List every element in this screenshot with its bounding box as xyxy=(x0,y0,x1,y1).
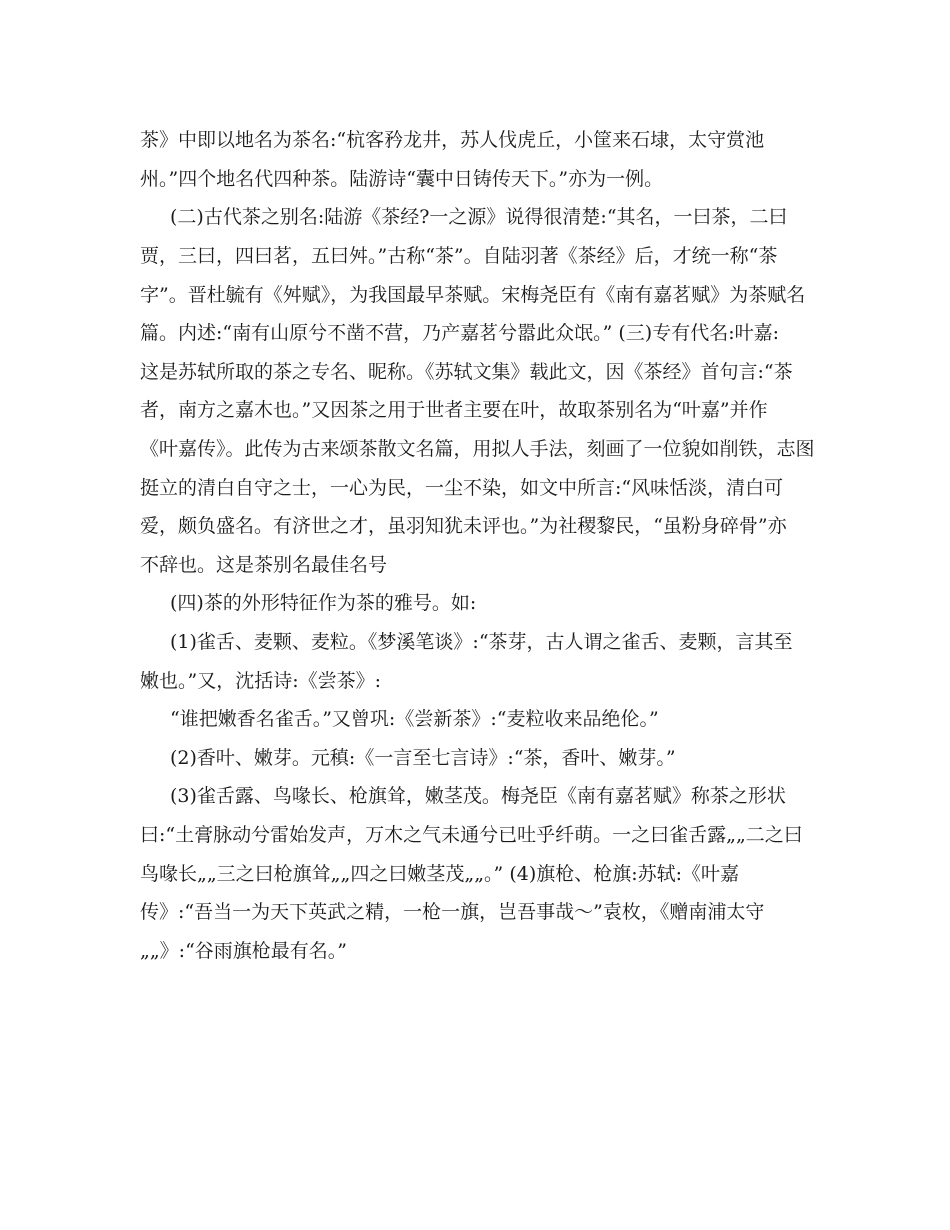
text-line: 者，南方之嘉木也。”又因茶之用于世者主要在叶，故取茶别名为“叶嘉”并作 xyxy=(140,399,768,421)
text-line: 曰:“土膏脉动兮雷始发声，万木之气未通兮已吐乎纤萌。一之曰雀舌露„„二之曰 xyxy=(140,824,803,846)
text-line: 不辞也。这是茶别名最佳名号 xyxy=(140,554,388,576)
text-line: 鸟喙长„„三之曰枪旗耸„„四之曰嫩茎茂„„。” (4)旗枪、枪旗:苏轼:《叶嘉 xyxy=(140,863,740,885)
text-line: 贾，三曰，四曰茗，五曰舛。”古称“茶”。自陆羽著《茶经》后，才统一称“茶 xyxy=(140,245,778,267)
text-line: 挺立的清白自守之士，一心为民，一尘不染，如文中所言:“风味恬淡，清白可 xyxy=(140,477,784,499)
text-line: „„》:“谷雨旗枪最有名。” xyxy=(140,940,348,962)
text-line: 州。”四个地名代四种茶。陆游诗“囊中日铸传天下。”亦为一例。 xyxy=(140,168,664,190)
text-line: “谁把嫩香名雀舌。”又曾巩:《尝新茶》:“麦粒收来品绝伦。” xyxy=(170,708,659,730)
text-line: 这是苏轼所取的茶之专名、昵称。《苏轼文集》载此文，因《茶经》首句言:“茶 xyxy=(140,361,793,383)
text-line: (四)茶的外形特征作为茶的雅号。如: xyxy=(170,592,477,614)
text-line: 传》:“吾当一为天下英武之精，一枪一旗，岂吾事哉～”袁枚，《赠南浦太守 xyxy=(140,901,765,923)
text-line: 字”。晋杜毓有《舛赋》，为我国最早茶赋。宋梅尧臣有《南有嘉茗赋》为茶赋名 xyxy=(140,284,806,306)
text-line: 爱，颇负盛名。有济世之才，虽羽知犹未评也。”为社稷黎民，“虽粉身碎骨”亦 xyxy=(140,515,787,537)
text-line: (3)雀舌露、鸟喙长、枪旗耸，嫩茎茂。梅尧臣《南有嘉茗赋》称茶之形状 xyxy=(170,785,786,807)
text-line: (1)雀舌、麦颗、麦粒。《梦溪笔谈》:“茶芽，古人谓之雀舌、麦颗，言其至 xyxy=(170,631,793,653)
text-line: 茶》中即以地名为茶名:“杭客矜龙井，苏人伐虎丘，小筐来石埭，太守赏池 xyxy=(140,129,765,151)
text-line: 篇。内述:“南有山原兮不凿不营，乃产嘉茗兮嚣此众氓。” (三)专有代名:叶嘉: xyxy=(140,322,779,344)
text-line: 嫩也。”又，沈括诗:《尝茶》: xyxy=(140,670,382,692)
text-line: (二)古代茶之别名:陆游《茶经?一之源》说得很清楚:“其名，一曰茶，二曰 xyxy=(170,206,788,228)
text-line: (2)香叶、嫩芽。元稹:《一言至七言诗》:“茶，香叶、嫩芽。” xyxy=(170,747,676,769)
text-line: 《叶嘉传》。此传为古来颂茶散文名篇，用拟人手法，刻画了一位貌如削铁，志图 xyxy=(140,438,815,460)
